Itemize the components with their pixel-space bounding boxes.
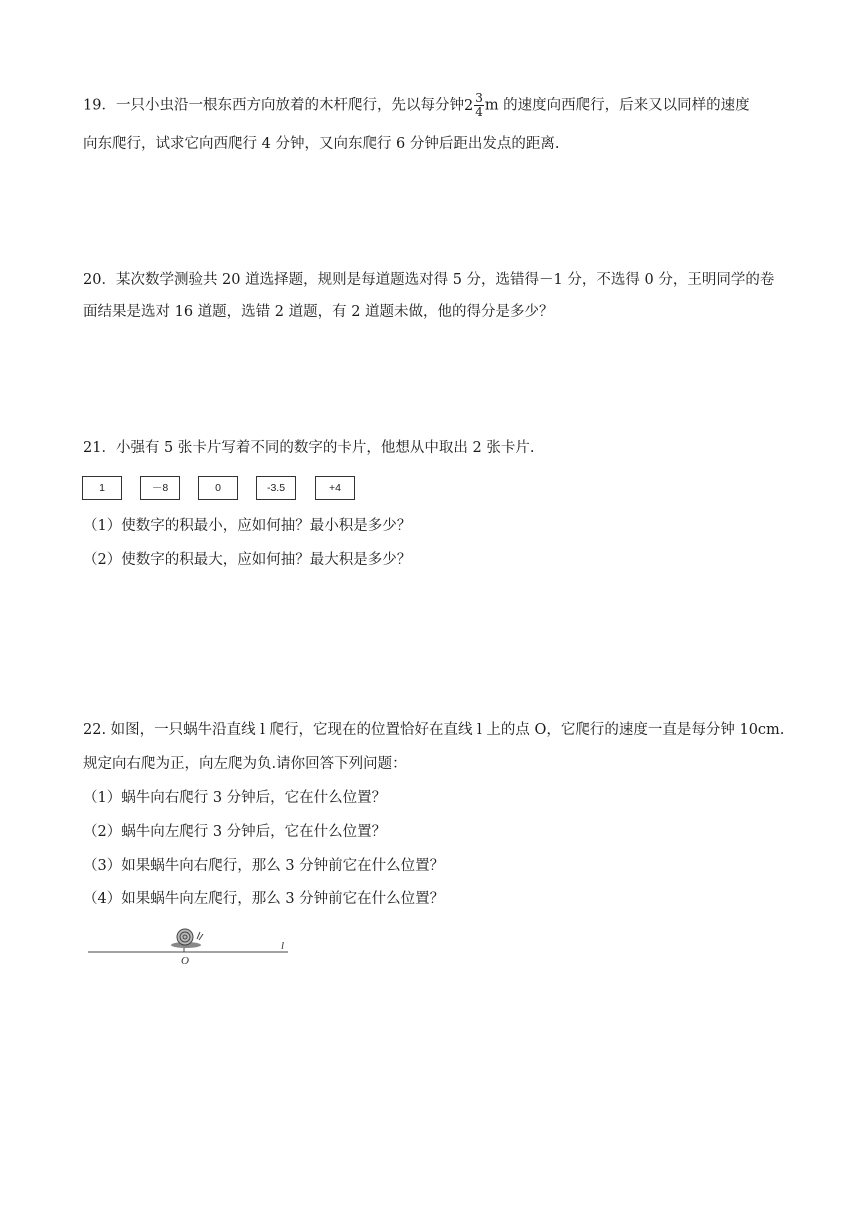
card-1: 1 [82,476,122,500]
q19-denominator: 4 [475,105,483,119]
q22-sub-3: （3）如果蜗牛向右爬行，那么 3 分钟前它在什么位置？ [83,858,445,874]
q21-intro: 21．小强有 5 张卡片写着不同的数字的卡片，他想从中取出 2 张卡片. [83,440,535,456]
card-3: 0 [198,476,238,500]
q22-sub-4: （4）如果蜗牛向左爬行，那么 3 分钟前它在什么位置？ [83,891,445,907]
q19-fraction [474,92,484,119]
q21-sub-2: （2）使数字的积最大，应如何抽？最大积是多少？ [83,552,412,568]
q19-whole: 2 [463,97,474,114]
card-4: -3.5 [256,476,296,500]
q22-line-2: 规定向右爬为正，向左爬为负.请你回答下列问题： [83,756,407,772]
snail-line-figure [88,925,298,965]
card-5: +4 [315,476,355,500]
q20-line-2: 面结果是选对 16 道题，选错 2 道题，有 2 道题未做，他的得分是多少？ [83,304,554,320]
q19-line-1 [83,92,750,119]
snail-icon [171,929,203,948]
q22-sub-1: （1）蜗牛向右爬行 3 分钟后，它在什么位置？ [83,790,387,806]
line-l-label: l [281,940,285,952]
q19-text-b: m 的速度向西爬行，后来又以同样的速度 [484,97,750,114]
q21-sub-1: （1）使数字的积最小，应如何抽？最小积是多少？ [83,518,412,534]
q20-line-1: 20．某次数学测验共 20 道选择题，规则是每道题选对得 5 分，选错得－1 分，不选得 0 分，王明同学的卷 [83,272,775,288]
card-2: －8 [140,476,180,500]
q19-mixed-number [463,91,485,119]
q19-text-a: 19．一只小虫沿一根东西方向放着的木杆爬行，先以每分钟 [83,97,464,114]
q19-line-2: 向东爬行，试求它向西爬行 4 分钟，又向东爬行 6 分钟后距出发点的距离. [83,136,560,152]
q22-line-1: 22. 如图，一只蜗牛沿直线 l 爬行，它现在的位置恰好在直线 l 上的点 O，它爬行的速度一直是每分钟 10cm. [83,722,785,738]
q22-sub-2: （2）蜗牛向左爬行 3 分钟后，它在什么位置？ [83,824,387,840]
q19-numerator: 3 [475,91,483,105]
point-o-label: O [181,955,189,965]
